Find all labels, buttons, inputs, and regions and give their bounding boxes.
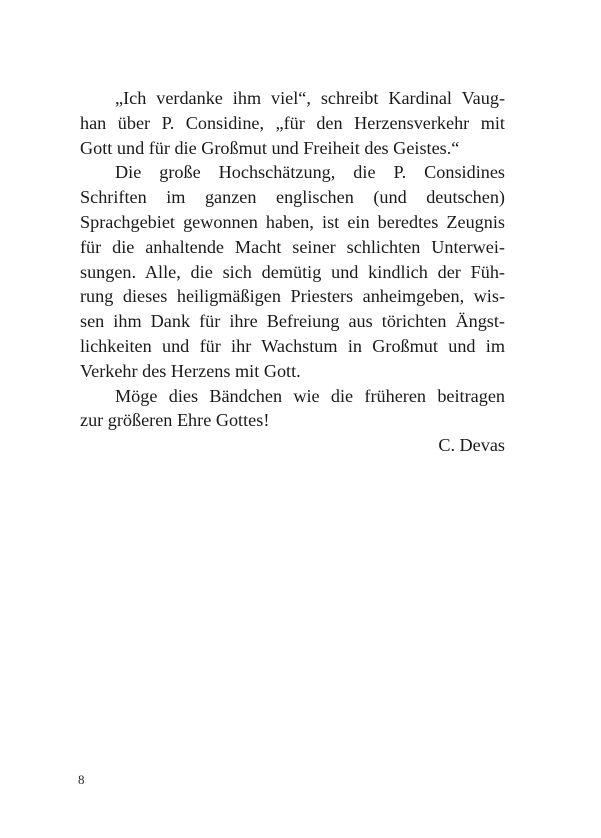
text-line: für die anhaltende Macht seiner schlichten Unterwei- (80, 236, 505, 257)
text-line: han über P. Considine, „für den Herzensverkehr mit (80, 112, 505, 133)
text-line: Sprachgebiet gewonnen haben, ist ein beredtes Zeugnis (80, 211, 505, 232)
body-text (80, 86, 505, 458)
text-line: Schriften im ganzen englischen (und deutschen) (80, 187, 505, 208)
text-line: Gott und für die Großmut und Freiheit des Geistes.“ (80, 137, 460, 158)
text-line: Möge dies Bändchen wie die früheren beitragen (115, 385, 505, 406)
text-line: lichkeiten und für ihr Wachstum in Großmut und im (80, 335, 505, 356)
text-line: sen ihm Dank für ihre Befreiung aus törichten Ängst- (80, 311, 505, 332)
text-line: zur größeren Ehre Gottes! (80, 410, 270, 431)
page-number: 8 (78, 772, 85, 787)
paragraph-esteem (80, 160, 505, 383)
text-line: „Ich verdanke ihm viel“, schreibt Kardinal Vaug- (115, 88, 505, 108)
text-line: Die große Hochschätzung, die P. Considines (115, 162, 505, 183)
text-line: Verkehr des Herzens mit Gott. (80, 360, 301, 381)
text-line: rung dieses heiligmäßigen Priesters anheimgeben, wis- (80, 286, 505, 307)
paragraph-quote (80, 86, 505, 160)
signature: C. Devas (438, 435, 505, 456)
text-line: sungen. Alle, die sich demütig und kindlich der Füh- (80, 261, 505, 282)
paragraph-dedication (80, 384, 505, 434)
